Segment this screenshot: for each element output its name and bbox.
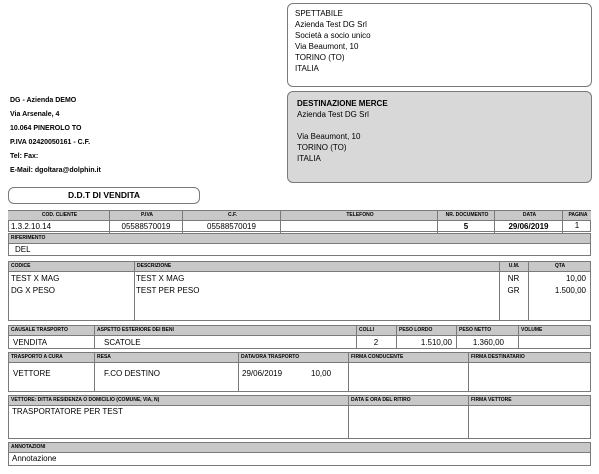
- carrier-name: TRASPORTATORE PER TEST: [12, 407, 123, 416]
- destination-box: [287, 91, 592, 183]
- item-description: TEST PER PESO: [136, 286, 200, 295]
- transport-by: VETTORE: [13, 369, 51, 378]
- carrier-header-datetime: DATA/ORA TRASPORTO: [241, 354, 300, 360]
- transport-time: 10,00: [311, 369, 332, 378]
- items-header-um: U.M.: [508, 263, 520, 269]
- transport-header-volume: VOLUME: [521, 327, 543, 333]
- items-header: [9, 262, 590, 272]
- item-um: GR: [507, 286, 520, 295]
- recipient-line: SPETTABILE: [295, 9, 343, 18]
- info-value: 1: [574, 221, 580, 230]
- sender-phone: Tel: Fax:: [10, 153, 39, 160]
- sender-name: DG - Azienda DEMO: [10, 97, 77, 104]
- carrier-header-driver-signature: FIRMA CONDUCENTE: [351, 354, 404, 360]
- item-code: DG X PESO: [11, 286, 56, 295]
- sender-email: E-Mail: dgoltara@dolphin.it: [10, 167, 101, 174]
- sender-city: 10.064 PINEROLO TO: [10, 125, 82, 132]
- info-cell-tax-code: [183, 211, 281, 233]
- carrier-header: [9, 353, 590, 363]
- notes-value: Annotazione: [12, 454, 57, 463]
- carrier-row: [8, 352, 591, 392]
- item-description: TEST X MAG: [136, 274, 185, 283]
- recipient-line: Via Beaumont, 10: [295, 42, 359, 51]
- delivery-terms: F.CO DESTINO: [104, 369, 161, 378]
- recipient-line: ITALIA: [295, 64, 319, 73]
- item-qty: 1.500,00: [554, 286, 586, 295]
- recipient-line: Azienda Test DG Srl: [295, 20, 367, 29]
- sender-address: Via Arsenale, 4: [10, 111, 60, 118]
- info-cell-page: [563, 211, 591, 233]
- recipient-box: [287, 3, 592, 87]
- transport-date: 29/06/2019: [242, 369, 283, 378]
- transport-reason: VENDITA: [13, 338, 48, 347]
- info-header: C.F.: [183, 211, 280, 221]
- info-cell-customer-code: [8, 211, 110, 233]
- vettore-header-signature: FIRMA VETTORE: [471, 397, 512, 403]
- recipient-line: TORINO (TO): [295, 53, 345, 62]
- carrier-header-terms: RESA: [97, 354, 111, 360]
- info-header: P.IVA: [110, 211, 182, 221]
- item-um: NR: [507, 274, 520, 283]
- info-cell-date: [495, 211, 563, 233]
- vettore-row: [8, 395, 591, 439]
- destination-line: Via Beaumont, 10: [297, 132, 361, 141]
- vettore-header: [9, 396, 590, 406]
- destination-title: DESTINAZIONE MERCE: [297, 99, 388, 108]
- items-header-qty: QTA: [554, 263, 566, 269]
- destination-line: [297, 120, 582, 131]
- transport-header-reason: CAUSALE TRASPORTO: [11, 327, 68, 333]
- vettore-header-pickup: DATA E ORA DEL RITIRO: [351, 397, 411, 403]
- info-value: 5: [463, 222, 469, 231]
- gross-weight: 1.510,00: [420, 338, 452, 347]
- destination-line: ITALIA: [297, 154, 321, 163]
- reference-value: DEL: [15, 245, 31, 254]
- item-code: TEST X MAG: [11, 274, 60, 283]
- notes-box: [8, 442, 591, 466]
- transport-header-net-weight: PESO NETTO: [459, 327, 492, 333]
- info-header: NR. DOCUMENTO: [438, 211, 494, 221]
- items-header-code: CODICE: [11, 263, 31, 269]
- transport-header-appearance: ASPETTO ESTERIORE DEI BENI: [97, 327, 174, 333]
- carrier-header-recipient-signature: FIRMA DESTINATARIO: [471, 354, 525, 360]
- destination-line: TORINO (TO): [297, 143, 347, 152]
- transport-header: [9, 326, 590, 336]
- items-header-description: DESCRIZIONE: [137, 263, 172, 269]
- reference-box: [8, 233, 591, 256]
- recipient-line: Società a socio unico: [295, 31, 371, 40]
- transport-row: [8, 325, 591, 349]
- info-value: 29/06/2019: [508, 222, 549, 231]
- notes-label: ANNOTAZIONI: [9, 443, 590, 453]
- info-header: DATA: [495, 211, 562, 221]
- info-cell-doc-number: [438, 211, 495, 233]
- sender-vat: P.IVA 02420050161 - C.F.: [10, 139, 91, 146]
- reference-label: RIFERIMENTO: [9, 234, 590, 244]
- document-title: D.D.T DI VENDITA: [8, 187, 200, 204]
- transport-header-gross-weight: PESO LORDO: [399, 327, 433, 333]
- transport-header-packages: COLLI: [359, 327, 374, 333]
- items-table: [8, 261, 591, 321]
- packages-count: 2: [373, 338, 379, 347]
- info-value: 05588570019: [121, 222, 171, 231]
- info-cell-vat: [110, 211, 183, 233]
- info-value: 1.3.2.10.14: [11, 222, 52, 231]
- item-qty: 10,00: [565, 274, 586, 283]
- info-header: COD. CLIENTE: [8, 211, 109, 221]
- info-value: 05588570019: [207, 222, 256, 231]
- info-row: [8, 210, 591, 232]
- sender-block: [10, 94, 270, 178]
- info-cell-phone: [281, 211, 438, 233]
- info-header: TELEFONO: [281, 211, 437, 221]
- carrier-header-by: TRASPORTO A CURA: [11, 354, 63, 360]
- net-weight: 1.360,00: [472, 338, 504, 347]
- info-header: PAGINA: [563, 211, 591, 221]
- vettore-header-carrier: VETTORE: DITTA RESIDENZA O DOMICILIO (COMUNE, VIA, N): [11, 397, 160, 403]
- goods-appearance: SCATOLE: [104, 338, 141, 347]
- destination-line: Azienda Test DG Srl: [297, 110, 369, 119]
